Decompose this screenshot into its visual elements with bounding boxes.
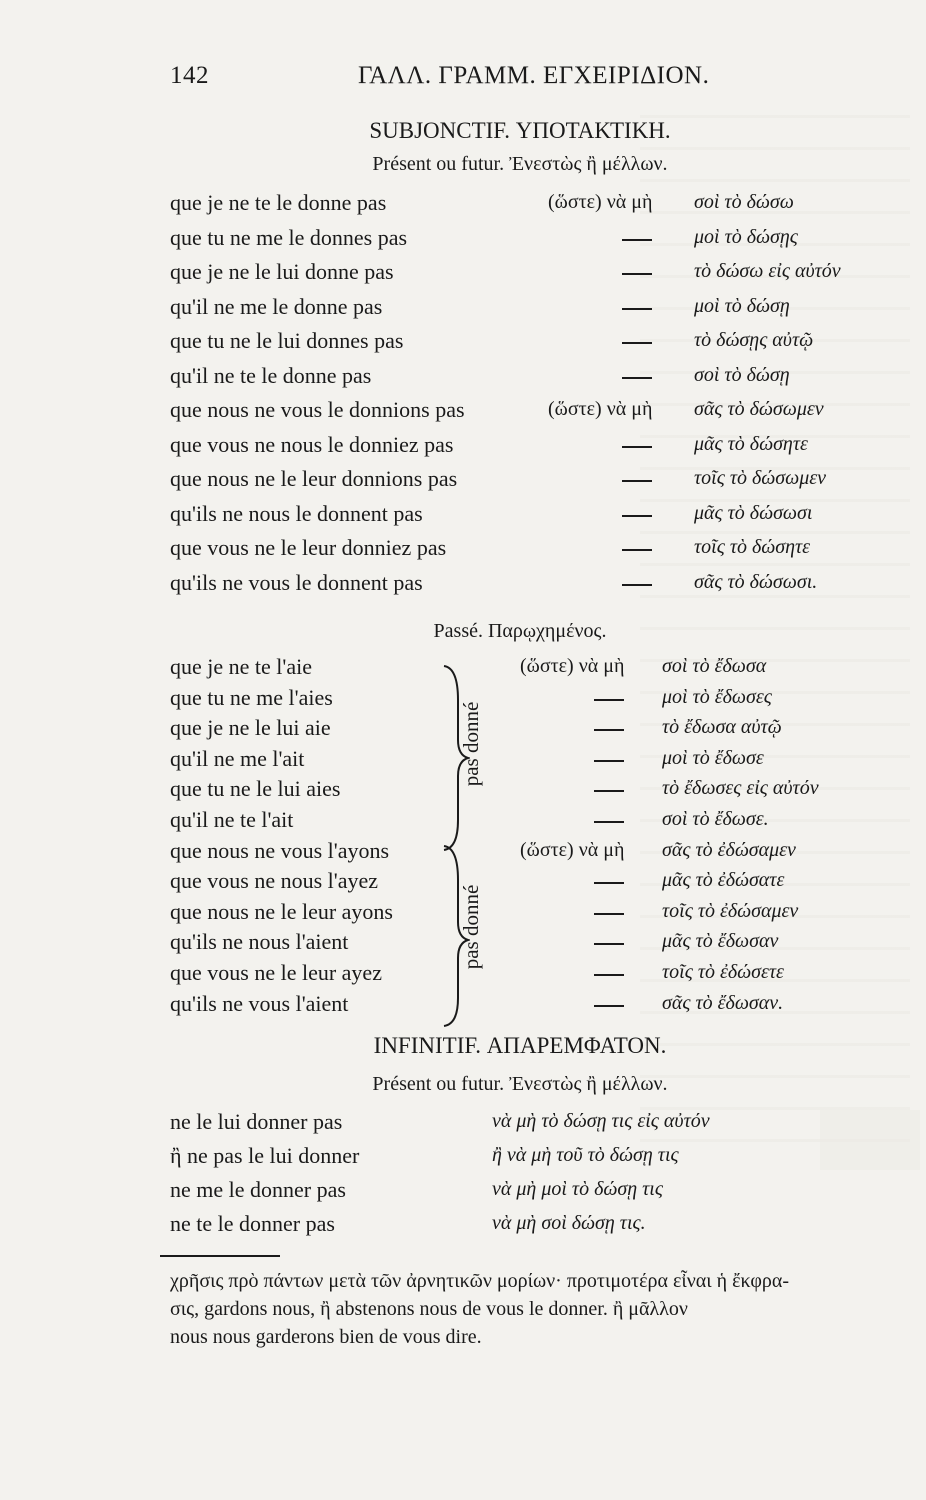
french-phrase: que nous ne le leur ayons <box>170 898 393 924</box>
greek-phrase: σοὶ τὸ ἔδωσα <box>662 655 767 677</box>
french-phrase: que tu ne le lui donnes pas <box>170 328 404 353</box>
ditto-dash <box>594 974 624 976</box>
greek-phrase: σᾶς τὸ δώσωμεν <box>694 398 824 420</box>
french-phrase: qu'il ne me le donne pas <box>170 293 383 319</box>
ditto-dash <box>594 699 624 701</box>
french-phrase: que nous ne vous le donnions pas <box>170 397 465 422</box>
greek-phrase: σᾶς τὸ ἔδωσαν. <box>662 991 784 1014</box>
greek-phrase: τοῖς τὸ δώσητε <box>694 536 811 558</box>
greek-phrase: μᾶς τὸ ἔδωσαν <box>662 930 779 953</box>
brace-label-singular: pas donné <box>459 701 483 787</box>
brace-label-plural: pas donné <box>459 884 483 970</box>
ditto-dash <box>622 377 652 379</box>
french-phrase: que je ne le lui aie <box>170 715 331 741</box>
greek-phrase: μοὶ τὸ ἔδωσε <box>662 746 764 769</box>
section-title-subjonctif: SUBJONCTIF. ΥΠΟΤΑΚΤΙΚΗ. <box>369 118 671 143</box>
footnote-line: nous nous garderons bien de vous dire. <box>170 1326 482 1348</box>
ditto-dash <box>594 760 624 762</box>
section-title-infinitif: INFINITIF. ΑΠΑΡΕΜΦΑΤΟΝ. <box>373 1033 667 1058</box>
page-number: 142 <box>170 62 209 89</box>
greek-prefix: (ὥστε) νὰ μὴ <box>520 838 625 861</box>
ditto-dash <box>594 790 624 792</box>
french-phrase: ne le lui donner pas <box>170 1109 343 1134</box>
greek-phrase: μοὶ τὸ ἔδωσες <box>662 685 772 708</box>
ditto-dash <box>622 273 652 275</box>
greek-prefix: (ὥστε) νὰ μὴ <box>548 398 653 420</box>
ditto-dash <box>622 342 652 344</box>
greek-phrase: νὰ μὴ μοὶ τὸ δώσῃ τις <box>492 1178 663 1200</box>
ditto-dash <box>622 584 652 586</box>
greek-phrase: νὰ μὴ σοὶ δώσῃ τις. <box>492 1212 646 1234</box>
footnote-line: χρῆσις πρὸ πάντων μετὰ τῶν ἀρνητικῶν μορίων· προτιμοτέρα εἶναι ἡ ἔκφρα- <box>170 1270 790 1292</box>
french-phrase: ἢ ne pas le lui donner <box>170 1143 360 1168</box>
greek-phrase: τοῖς τὸ δώσωμεν <box>694 467 827 489</box>
french-phrase: ne me le donner pas <box>170 1177 346 1202</box>
greek-phrase: τοῖς τὸ ἐδώσετε <box>662 961 784 983</box>
french-phrase: que je ne te l'aie <box>170 654 313 679</box>
french-phrase: que vous ne le leur ayez <box>170 960 382 985</box>
greek-phrase: νὰ μὴ τὸ δώσῃ τις εἰς αὐτόν <box>492 1110 710 1132</box>
french-phrase: qu'ils ne nous l'aient <box>170 929 349 955</box>
french-phrase: qu'il ne te le donne pas <box>170 362 372 388</box>
french-phrase: ne te le donner pas <box>170 1211 335 1236</box>
ditto-dash <box>594 943 624 945</box>
greek-phrase: μοὶ τὸ δώσῃς <box>694 225 798 248</box>
ditto-dash <box>622 480 652 482</box>
french-phrase: qu'il ne te l'ait <box>170 807 294 832</box>
greek-phrase: μοὶ τὸ δώσῃ <box>694 294 790 317</box>
ditto-dash <box>622 239 652 241</box>
running-header <box>170 62 870 102</box>
greek-phrase: μᾶς τὸ ἐδώσατε <box>662 869 785 892</box>
greek-phrase: σοὶ τὸ δώσῃ <box>694 363 790 386</box>
french-phrase: que nous ne le leur donnions pas <box>170 466 458 491</box>
greek-phrase: τοῖς τὸ ἐδώσαμεν <box>662 899 799 922</box>
french-phrase: que je ne te le donne pas <box>170 190 387 215</box>
greek-phrase: σᾶς τὸ ἐδώσαμεν <box>662 838 796 861</box>
bleed-through-text <box>820 1110 920 1170</box>
french-phrase: qu'ils ne vous l'aient <box>170 990 349 1016</box>
french-phrase: que tu ne le lui aies <box>170 776 341 802</box>
french-phrase: que vous ne le leur donniez pas <box>170 535 447 560</box>
greek-phrase: μᾶς τὸ δώσητε <box>694 432 808 455</box>
greek-phrase: τὸ δώσῃς αὐτῷ <box>694 329 814 351</box>
ditto-dash <box>622 515 652 517</box>
ditto-dash <box>594 913 624 915</box>
greek-phrase: τὸ δώσω εἰς αὐτόν <box>694 260 841 282</box>
greek-phrase: τὸ ἔδωσες εἰς αὐτόν <box>662 777 819 800</box>
french-phrase: qu'ils ne vous le donnent pas <box>170 569 423 595</box>
section-subtitle-present: Présent ou futur. Ἐνεστὼς ἢ μέλλων. <box>372 153 668 175</box>
french-phrase: que tu ne me le donnes pas <box>170 224 408 250</box>
greek-phrase: ἢ νὰ μὴ τοῦ τὸ δώσῃ τις <box>492 1144 679 1166</box>
footnote-line: σις, gardons nous, ἢ abstenons nous de vous le donner. ἢ μᾶλλον <box>170 1298 688 1320</box>
french-phrase: que vous ne nous l'ayez <box>170 868 379 894</box>
french-phrase: qu'il ne me l'ait <box>170 745 305 771</box>
section-subtitle-infinitif: Présent ou futur. Ἐνεστὼς ἢ μέλλων. <box>372 1073 668 1095</box>
ditto-dash <box>594 729 624 731</box>
greek-phrase: μᾶς τὸ δώσωσι <box>694 501 813 524</box>
greek-phrase: σοὶ τὸ δώσω <box>694 191 794 213</box>
ditto-dash <box>594 882 624 884</box>
ditto-dash <box>594 821 624 823</box>
greek-phrase: σᾶς τὸ δώσωσι. <box>694 570 818 593</box>
greek-phrase: σοὶ τὸ ἔδωσε. <box>662 808 769 830</box>
french-phrase: que nous ne vous l'ayons <box>170 837 390 863</box>
section-subtitle-passe: Passé. Παρῳχημένος. <box>433 620 607 642</box>
greek-prefix: (ὥστε) νὰ μὴ <box>520 655 625 677</box>
running-title: ΓΑΛΛ. ΓΡΑΜΜ. ΕΓΧΕΙΡΙΔΙΟΝ. <box>358 62 710 89</box>
french-phrase: que vous ne nous le donniez pas <box>170 431 454 457</box>
ditto-dash <box>594 1005 624 1007</box>
greek-prefix: (ὥστε) νὰ μὴ <box>548 191 653 213</box>
footnote-rule <box>160 1255 280 1257</box>
ditto-dash <box>622 308 652 310</box>
ditto-dash <box>622 549 652 551</box>
french-phrase: qu'ils ne nous le donnent pas <box>170 500 423 526</box>
greek-phrase: τὸ ἔδωσα αὐτῷ <box>662 716 782 739</box>
french-phrase: que je ne le lui donne pas <box>170 259 394 284</box>
french-phrase: que tu ne me l'aies <box>170 684 333 710</box>
ditto-dash <box>622 446 652 448</box>
